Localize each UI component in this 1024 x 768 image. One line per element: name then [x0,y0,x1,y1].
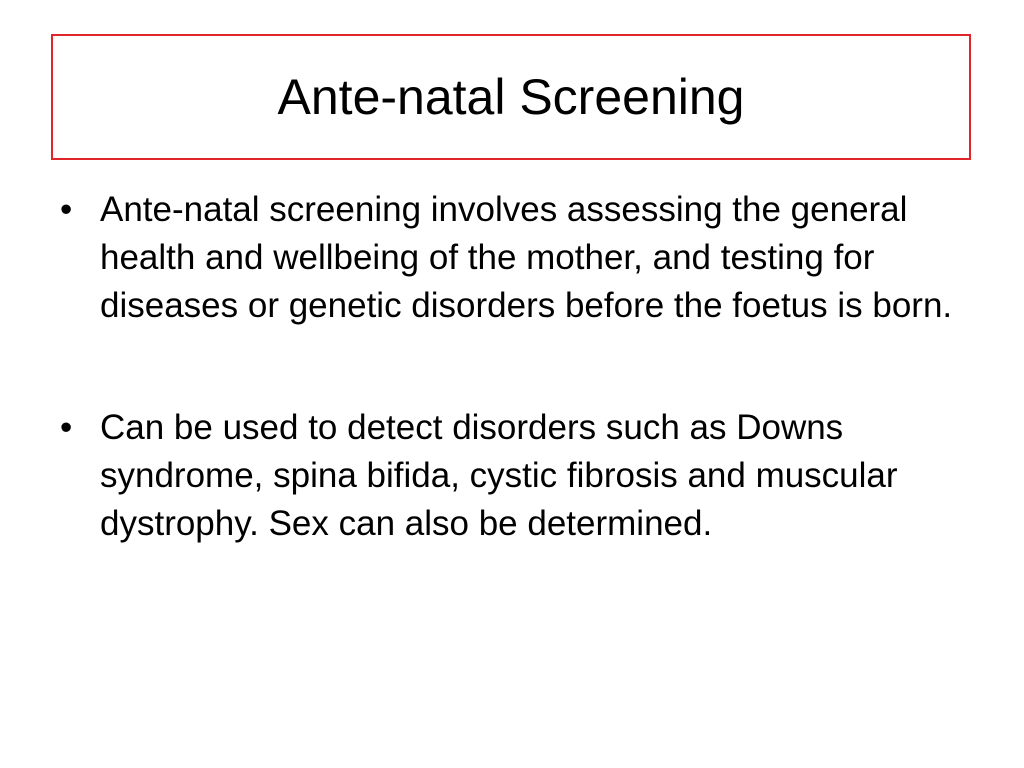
bullet-dot-icon: • [60,408,73,447]
bullet-list [58,186,958,622]
bullet-dot-icon: • [60,190,73,229]
title-box [51,34,971,160]
bullet-text-1: Ante-natal screening involves assessing the general health and wellbeing of the mother, and testing for diseases or genetic disorders before the foetus is born. [100,190,953,325]
bullet-item-2 [58,404,958,548]
bullet-item-1 [58,186,958,330]
slide-title: Ante-natal Screening [277,69,745,125]
bullet-text-2: Can be used to detect disorders such as Downs syndrome, spina bifida, cystic fibrosis and muscular dystrophy. Sex can also be determined. [100,408,898,543]
